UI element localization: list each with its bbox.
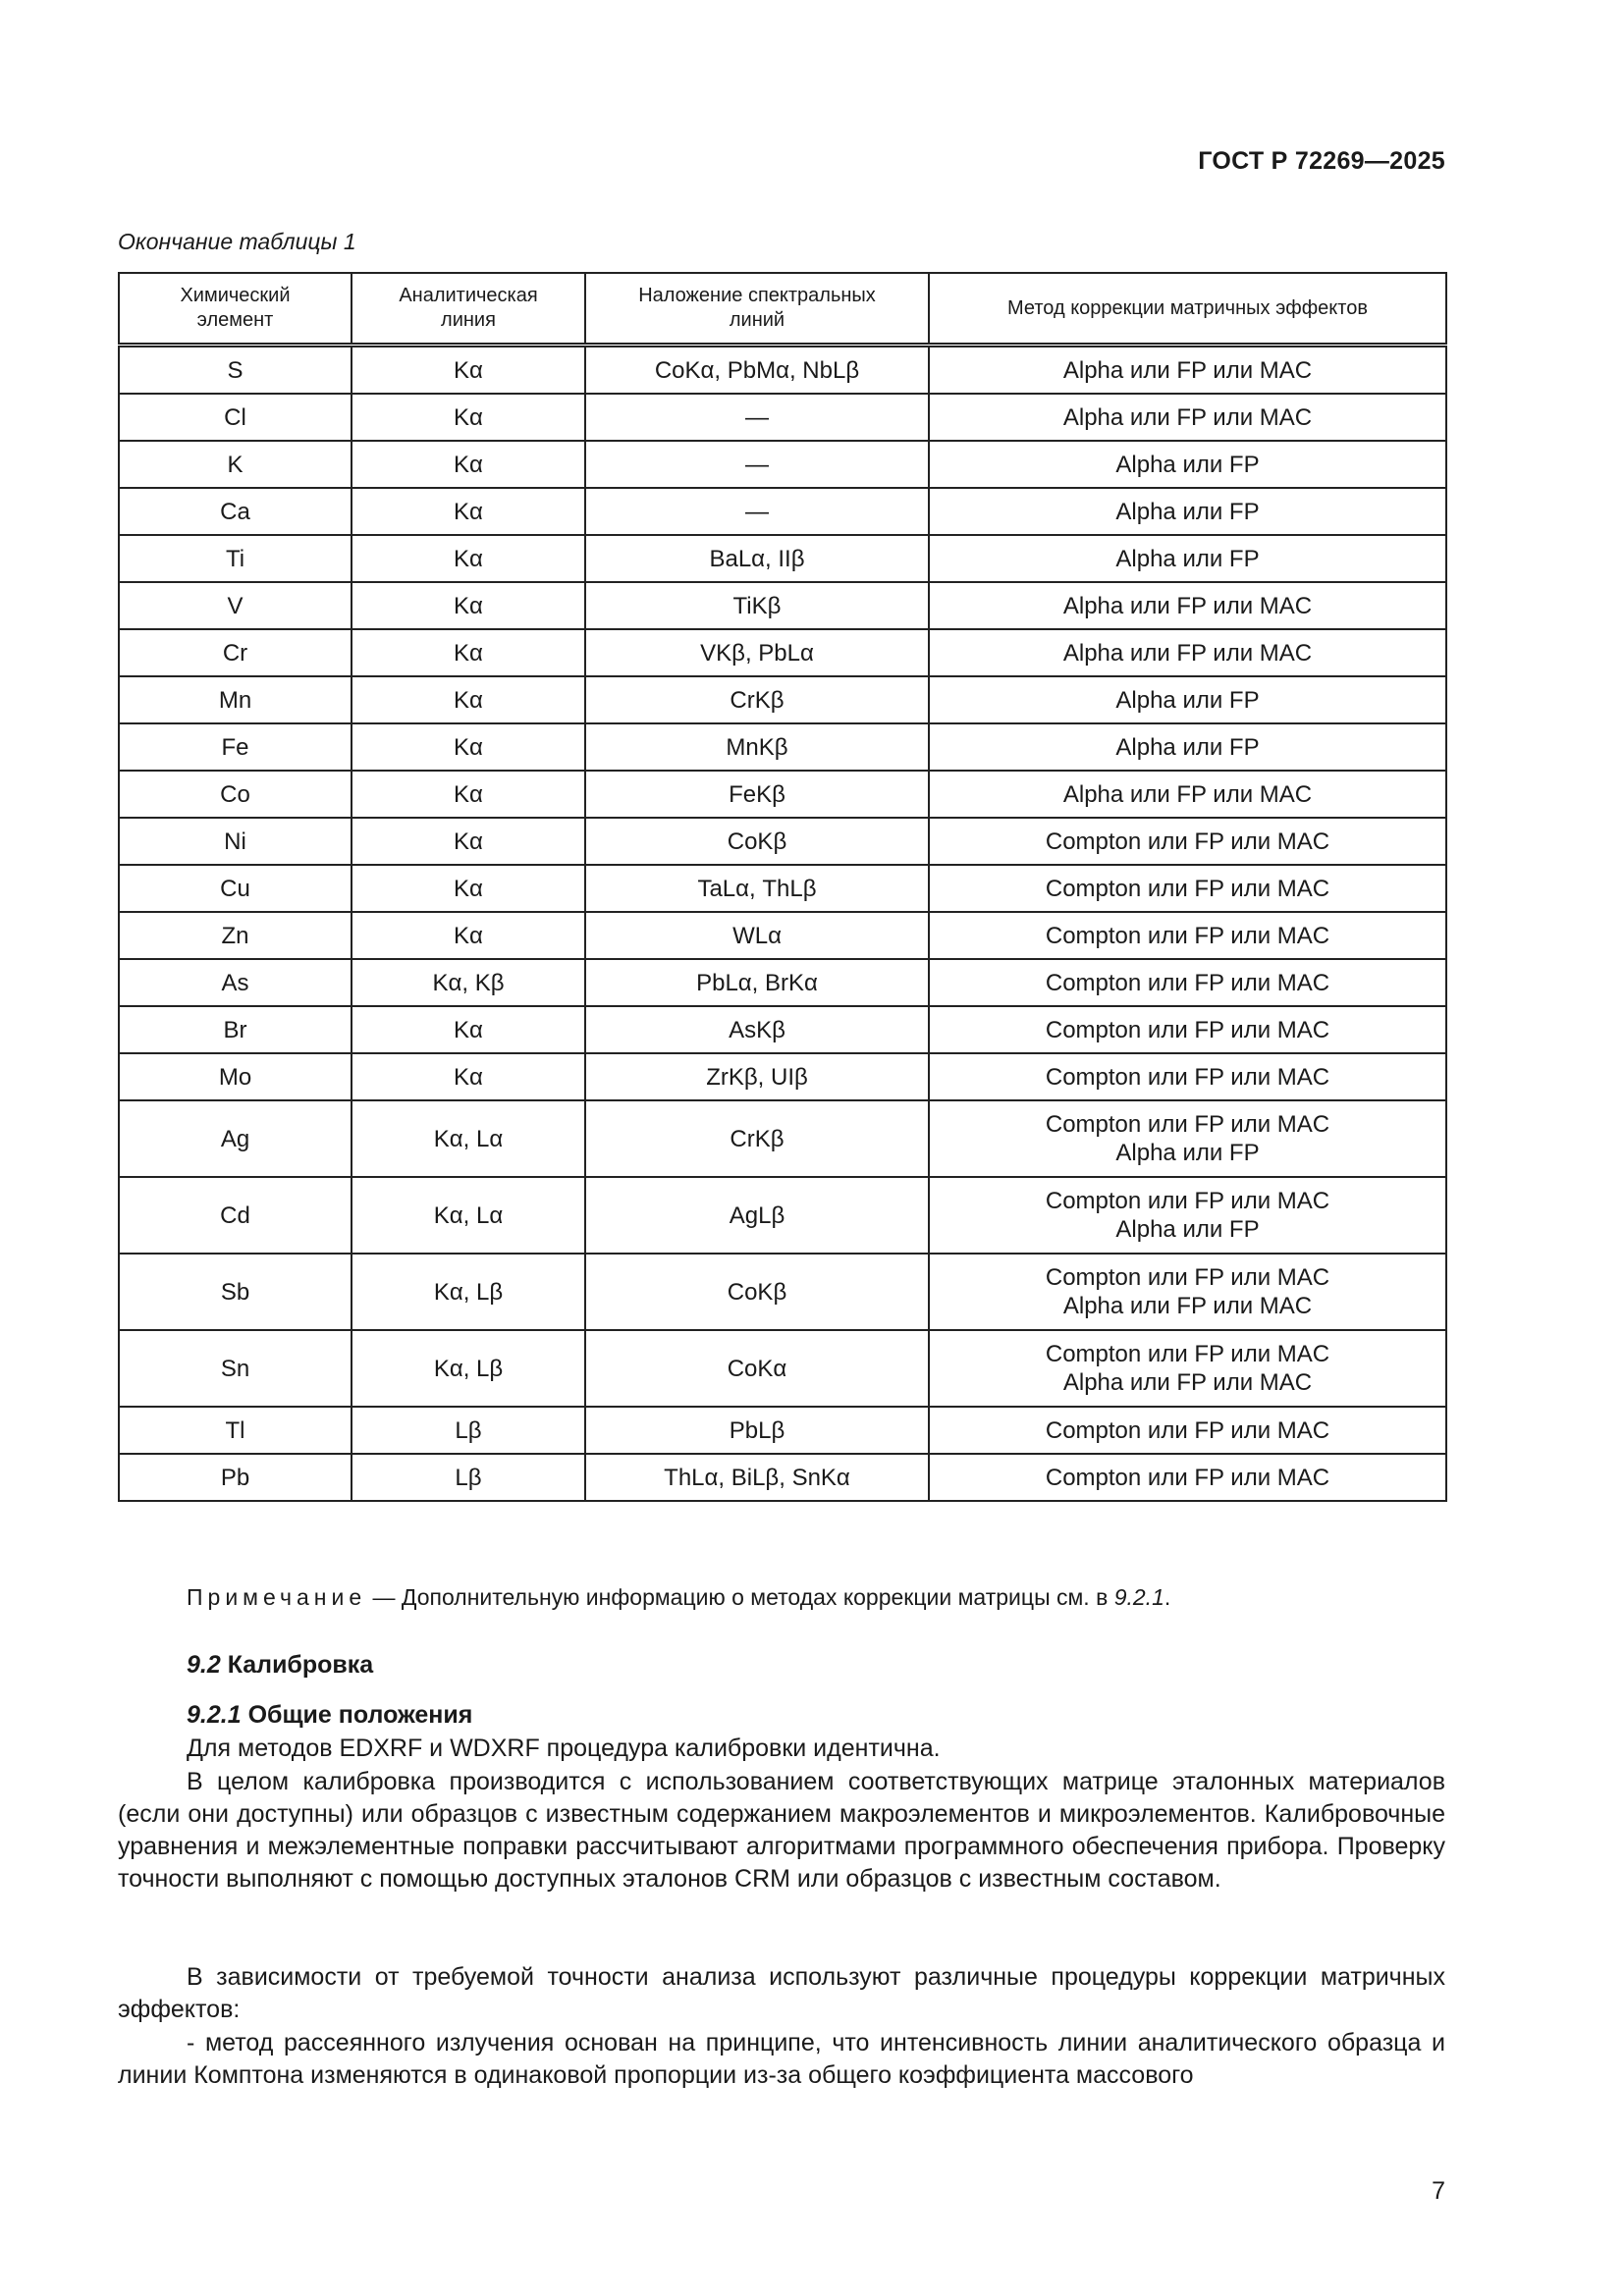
table-row [119,394,1446,441]
cell-analytical-line: Lβ [352,1454,585,1501]
cell-spectral-overlap: AgLβ [585,1177,929,1254]
cell-correction-method: Alpha или FP или MAC [929,582,1446,629]
cell-element: Cr [119,629,352,676]
cell-analytical-line: Kα [352,818,585,865]
cell-correction-method: Compton или FP или MAC Alpha или FP или MAC [929,1254,1446,1330]
table-caption: Окончание таблицы 1 [118,229,356,254]
cell-correction-method: Compton или FP или MAC [929,912,1446,959]
note-label: Примечание [187,1584,367,1610]
cell-analytical-line: Kα [352,488,585,535]
paragraph-2: В целом калибровка производится с использованием соответствующих матрице эталонных материалов (если они доступны) или образцов с известным содержанием макроэлементов и микроэлементов. Калибровочные уравнения и межэлементные поправки рассчитывают алгоритмами программного обеспечения прибора. Проверку точности выполняют с помощью доступных эталонов CRM или образцов с известным составом. [118,1768,1445,1893]
cell-spectral-overlap: TiKβ [585,582,929,629]
cell-element: Fe [119,723,352,771]
page-number: 7 [1432,2177,1445,2205]
cell-element: As [119,959,352,1006]
document-code: ГОСТ Р 72269—2025 [1198,147,1445,175]
table-row [119,441,1446,488]
cell-analytical-line: Kα [352,1006,585,1053]
cell-correction-method: Alpha или FP или MAC [929,771,1446,818]
column-header-line: Аналитическая линия [352,273,585,346]
section-heading-9-2: 9.2 Калибровка [187,1651,374,1679]
cell-spectral-overlap: CoKα, PbMα, NbLβ [585,346,929,395]
cell-analytical-line: Kα [352,1053,585,1100]
cell-analytical-line: Kα, Kβ [352,959,585,1006]
cell-analytical-line: Kα, Lα [352,1100,585,1177]
cell-element: Cl [119,394,352,441]
cell-spectral-overlap: ThLα, BiLβ, SnKα [585,1454,929,1501]
cell-spectral-overlap: CoKβ [585,818,929,865]
note-end: . [1164,1584,1171,1610]
cell-correction-method: Compton или FP или MAC [929,1053,1446,1100]
cell-element: Mo [119,1053,352,1100]
cell-spectral-overlap: CoKβ [585,1254,929,1330]
cell-correction-method: Compton или FP или MAC [929,1006,1446,1053]
cell-spectral-overlap: CrKβ [585,1100,929,1177]
cell-spectral-overlap: — [585,394,929,441]
cell-analytical-line: Kα [352,912,585,959]
cell-analytical-line: Kα, Lβ [352,1254,585,1330]
cell-element: S [119,346,352,395]
cell-correction-method: Alpha или FP [929,441,1446,488]
cell-analytical-line: Kα [352,582,585,629]
cell-correction-method: Compton или FP или MAC Alpha или FP [929,1100,1446,1177]
cell-correction-method: Alpha или FP [929,723,1446,771]
cell-analytical-line: Kα [352,394,585,441]
cell-correction-method: Compton или FP или MAC [929,1454,1446,1501]
cell-spectral-overlap: FeKβ [585,771,929,818]
column-header-overlap: Наложение спектральных линий [585,273,929,346]
cell-analytical-line: Kα, Lα [352,1177,585,1254]
cell-correction-method: Alpha или FP [929,488,1446,535]
table-row [119,1454,1446,1501]
table-row [119,723,1446,771]
table-row [119,676,1446,723]
cell-correction-method: Compton или FP или MAC [929,1407,1446,1454]
table-row [119,818,1446,865]
cell-element: Cu [119,865,352,912]
note-reference: 9.2.1 [1113,1584,1164,1610]
table-row [119,912,1446,959]
paragraph-4: - метод рассеянного излучения основан на принципе, что интенсивность линии аналитического образца и линии Комптона изменяются в одинаковой пропорции из-за общего коэффициента массового [118,2029,1445,2089]
table-row [119,582,1446,629]
cell-analytical-line: Lβ [352,1407,585,1454]
table-row [119,1006,1446,1053]
table-note [187,1584,1170,1611]
cell-correction-method: Compton или FP или MAC [929,818,1446,865]
table-row [119,346,1446,395]
cell-element: Ti [119,535,352,582]
cell-analytical-line: Kα, Lβ [352,1330,585,1407]
cell-analytical-line: Kα [352,346,585,395]
cell-spectral-overlap: ZrKβ, UIβ [585,1053,929,1100]
cell-correction-method: Compton или FP или MAC [929,959,1446,1006]
cell-analytical-line: Kα [352,865,585,912]
cell-analytical-line: Kα [352,771,585,818]
note-text: — Дополнительную информацию о методах коррекции матрицы см. в [366,1584,1114,1610]
cell-element: Ni [119,818,352,865]
column-header-method: Метод коррекции матричных эффектов [929,273,1446,346]
table-row [119,488,1446,535]
cell-spectral-overlap: CoKα [585,1330,929,1407]
table-row [119,535,1446,582]
cell-spectral-overlap: VKβ, PbLα [585,629,929,676]
table-row [119,1177,1446,1254]
cell-spectral-overlap: — [585,441,929,488]
paragraph-3: В зависимости от требуемой точности анализа используют различные процедуры коррекции матричных эффектов: [118,1963,1445,2023]
cell-element: Cd [119,1177,352,1254]
cell-correction-method: Alpha или FP [929,535,1446,582]
cell-correction-method: Compton или FP или MAC Alpha или FP или MAC [929,1330,1446,1407]
cell-spectral-overlap: CrKβ [585,676,929,723]
cell-element: Ag [119,1100,352,1177]
table-row [119,1407,1446,1454]
cell-element: Co [119,771,352,818]
cell-correction-method: Alpha или FP или MAC [929,394,1446,441]
cell-element: Mn [119,676,352,723]
table-row [119,629,1446,676]
table-row [119,771,1446,818]
cell-analytical-line: Kα [352,535,585,582]
cell-spectral-overlap: BaLα, IIβ [585,535,929,582]
cell-element: Sn [119,1330,352,1407]
section-heading-9-2-1: 9.2.1 Общие положения [187,1701,473,1729]
cell-analytical-line: Kα [352,629,585,676]
cell-correction-method: Alpha или FP или MAC [929,346,1446,395]
cell-spectral-overlap: — [585,488,929,535]
cell-element: Pb [119,1454,352,1501]
column-header-element: Химический элемент [119,273,352,346]
table-row [119,1254,1446,1330]
calibration-table [118,272,1447,1502]
cell-spectral-overlap: TaLα, ThLβ [585,865,929,912]
cell-spectral-overlap: MnKβ [585,723,929,771]
table-row [119,1100,1446,1177]
cell-element: Zn [119,912,352,959]
cell-correction-method: Alpha или FP или MAC [929,629,1446,676]
paragraph-1: Для методов EDXRF и WDXRF процедура калибровки идентична. [187,1735,941,1762]
table-row [119,959,1446,1006]
table-row [119,1053,1446,1100]
cell-spectral-overlap: PbLβ [585,1407,929,1454]
cell-element: K [119,441,352,488]
cell-spectral-overlap: WLα [585,912,929,959]
cell-spectral-overlap: PbLα, BrKα [585,959,929,1006]
cell-element: Ca [119,488,352,535]
cell-analytical-line: Kα [352,676,585,723]
cell-element: Tl [119,1407,352,1454]
cell-correction-method: Compton или FP или MAC [929,865,1446,912]
cell-spectral-overlap: AsKβ [585,1006,929,1053]
cell-correction-method: Compton или FP или MAC Alpha или FP [929,1177,1446,1254]
table-row [119,865,1446,912]
cell-analytical-line: Kα [352,723,585,771]
table-row [119,1330,1446,1407]
cell-element: Sb [119,1254,352,1330]
cell-analytical-line: Kα [352,441,585,488]
table-header-row [119,273,1446,346]
cell-correction-method: Alpha или FP [929,676,1446,723]
cell-element: V [119,582,352,629]
cell-element: Br [119,1006,352,1053]
